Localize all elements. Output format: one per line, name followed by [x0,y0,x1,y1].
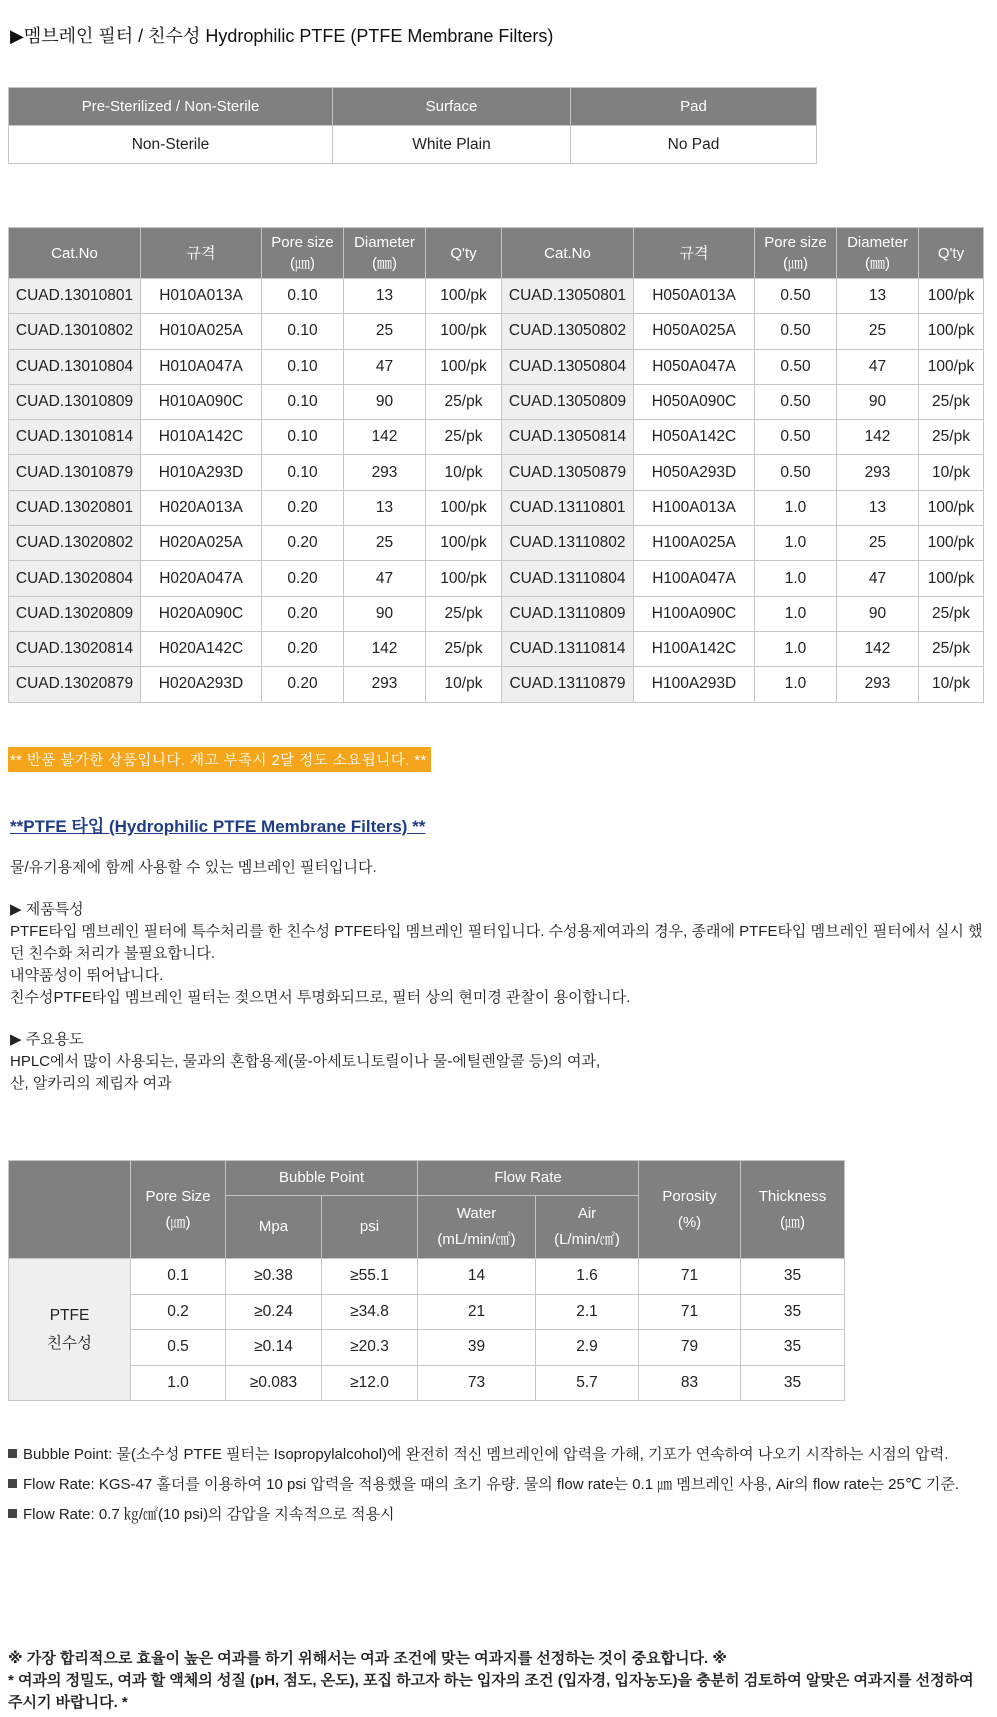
final-notice-line-1: ※ 가장 합리적으로 효율이 높은 여과를 하기 위해서는 여과 조건에 맞는 여과지를 선정하는 것이 중요합니다. ※ [8,1650,727,1667]
perf-cell: ≥0.24 [226,1294,322,1330]
uses-line: 산, 알카리의 제립자 여과 [10,1075,172,1092]
product-cell: H100A090C [634,596,755,631]
product-cell: 90 [837,596,919,631]
product-cell: 10/pk [919,667,984,702]
product-cell: 90 [344,384,426,419]
product-cell: 142 [344,631,426,666]
table-row [9,596,984,631]
product-cell: 0.50 [755,455,837,490]
product-cell: H100A293D [634,667,755,702]
product-cell: 10/pk [919,455,984,490]
section-heading: **PTFE 타입 (Hydrophilic PTFE Membrane Filters) ** [10,817,426,836]
table-row [9,526,984,561]
cat-no-cell: CUAD.13050809 [502,384,634,419]
product-header-cell: Diameter (㎜) [837,228,919,279]
perf-cell: ≥0.38 [226,1259,322,1295]
product-cell: H050A047A [634,349,755,384]
product-cell: 0.10 [262,279,344,314]
product-cell: 0.10 [262,384,344,419]
product-cell: 25/pk [919,420,984,455]
product-cell: 142 [344,420,426,455]
table-row [9,1365,845,1401]
final-notice [8,1648,988,1714]
product-cell: 100/pk [919,349,984,384]
cat-no-cell: CUAD.13110809 [502,596,634,631]
features-line: 친수성PTFE타입 멤브레인 필터는 젖으면서 투명화되므로, 필터 상의 현미경 관찰이 용이합니다. [10,989,631,1006]
product-cell: 90 [344,596,426,631]
product-cell: 10/pk [426,455,502,490]
page-title: ▶멤브레인 필터 / 친수성 Hydrophilic PTFE (PTFE Membrane Filters) [10,26,554,46]
perf-cell: 5.7 [536,1365,639,1401]
square-bullet-icon [8,1509,17,1518]
features-line: 내약품성이 뛰어납니다. [10,967,164,984]
perf-cell: ≥34.8 [322,1294,418,1330]
product-cell: 25/pk [426,596,502,631]
perf-header-blank [9,1161,131,1259]
spec-table [8,87,817,164]
product-cell: 25 [344,526,426,561]
perf-header-psi: psi [322,1196,418,1259]
product-cell: 0.20 [262,526,344,561]
square-bullet-icon [8,1449,17,1458]
perf-cell: 1.0 [131,1365,226,1401]
membrane-type-cell: PTFE 친수성 [9,1259,131,1401]
notice-banner: ** 반품 불가한 상품입니다. 재고 부족시 2달 정도 소요됩니다. ** [8,747,431,772]
product-cell: 47 [344,349,426,384]
cat-no-cell: CUAD.13020804 [9,561,141,596]
perf-cell: ≥55.1 [322,1259,418,1295]
final-notice-line-2: * 여과의 정밀도, 여과 할 액체의 성질 (pH, 점도, 온도), 포집 하고자 하는 입자의 조건 (입자경, 입자농도)을 충분히 검토하여 알맞은 여과지를 선정하여 주시기 바랍니다. * [8,1672,974,1711]
spec-header-sterile: Pre-Sterilized / Non-Sterile [9,88,333,126]
product-cell: 0.50 [755,384,837,419]
spec-value-sterile: Non-Sterile [9,126,333,164]
perf-cell: 35 [741,1365,845,1401]
product-cell: 100/pk [919,490,984,525]
table-row [9,1294,845,1330]
cat-no-cell: CUAD.13020814 [9,631,141,666]
cat-no-cell: CUAD.13010879 [9,455,141,490]
notes-block [8,1440,988,1530]
product-cell: 47 [837,349,919,384]
product-cell: 100/pk [426,314,502,349]
product-cell: H020A013A [141,490,262,525]
table-row [9,1330,845,1366]
spec-value-surface: White Plain [333,126,571,164]
product-cell: 0.10 [262,314,344,349]
table-row [9,420,984,455]
product-cell: 25/pk [919,596,984,631]
product-cell: 1.0 [755,526,837,561]
spec-value-pad: No Pad [571,126,817,164]
note-flow-rate: Flow Rate: KGS-47 홀더를 이용하여 10 psi 압력을 적용했을 때의 초기 유량. 물의 flow rate는 0.1 ㎛ 멤브레인 사용, Air의 flow rate는 25℃ 기준. [8,1470,988,1500]
cat-no-cell: CUAD.13010801 [9,279,141,314]
cat-no-cell: CUAD.13010802 [9,314,141,349]
product-cell: 0.20 [262,631,344,666]
perf-cell: 83 [639,1365,741,1401]
product-cell: 47 [837,561,919,596]
cat-no-cell: CUAD.13110804 [502,561,634,596]
product-cell: H010A025A [141,314,262,349]
cat-no-cell: CUAD.13050802 [502,314,634,349]
cat-no-cell: CUAD.13050879 [502,455,634,490]
table-row [9,279,984,314]
perf-cell: 73 [418,1365,536,1401]
product-cell: 13 [344,279,426,314]
product-header-cell: Cat.No [502,228,634,279]
product-cell: H100A047A [634,561,755,596]
cat-no-cell: CUAD.13010804 [9,349,141,384]
product-cell: 90 [837,384,919,419]
table-row [9,349,984,384]
product-cell: 0.10 [262,349,344,384]
product-cell: 0.20 [262,490,344,525]
perf-cell: 39 [418,1330,536,1366]
product-cell: H010A090C [141,384,262,419]
perf-header-thickness: Thickness (㎛) [741,1161,845,1259]
product-cell: 100/pk [426,490,502,525]
product-cell: 0.50 [755,349,837,384]
perf-cell: ≥20.3 [322,1330,418,1366]
product-cell: 100/pk [426,279,502,314]
product-cell: 100/pk [426,561,502,596]
product-cell: 293 [344,455,426,490]
table-row [9,490,984,525]
product-header-cell: Q'ty [426,228,502,279]
product-cell: 47 [344,561,426,596]
product-cell: H050A293D [634,455,755,490]
product-cell: 0.10 [262,455,344,490]
product-cell: H020A090C [141,596,262,631]
product-cell: 0.20 [262,667,344,702]
product-cell: 1.0 [755,631,837,666]
product-cell: 13 [837,279,919,314]
product-header-cell: 규격 [141,228,262,279]
product-cell: 25/pk [426,420,502,455]
cat-no-cell: CUAD.13020809 [9,596,141,631]
product-cell: 25/pk [426,631,502,666]
product-cell: H020A025A [141,526,262,561]
table-row [9,631,984,666]
cat-no-cell: CUAD.13020801 [9,490,141,525]
performance-table [8,1160,845,1401]
uses-block [10,1029,985,1095]
perf-header-flow-rate: Flow Rate [418,1161,639,1196]
product-cell: H010A293D [141,455,262,490]
product-cell: 100/pk [426,349,502,384]
product-header-cell: 규격 [634,228,755,279]
features-block [10,899,985,1009]
product-cell: H050A090C [634,384,755,419]
product-cell: H050A142C [634,420,755,455]
product-cell: H020A293D [141,667,262,702]
cat-no-cell: CUAD.13020802 [9,526,141,561]
perf-cell: 2.9 [536,1330,639,1366]
product-cell: 100/pk [919,279,984,314]
product-cell: 25 [837,314,919,349]
perf-cell: 1.6 [536,1259,639,1295]
perf-cell: ≥0.083 [226,1365,322,1401]
perf-cell: ≥12.0 [322,1365,418,1401]
product-cell: H010A142C [141,420,262,455]
product-cell: 100/pk [919,314,984,349]
product-cell: 1.0 [755,596,837,631]
product-cell: 293 [344,667,426,702]
product-cell: H010A013A [141,279,262,314]
product-cell: 293 [837,667,919,702]
product-cell: H100A142C [634,631,755,666]
table-row [9,314,984,349]
product-cell: 0.50 [755,314,837,349]
cat-no-cell: CUAD.13110801 [502,490,634,525]
product-cell: 142 [837,631,919,666]
product-header-cell: Cat.No [9,228,141,279]
product-cell: H100A013A [634,490,755,525]
cat-no-cell: CUAD.13010814 [9,420,141,455]
product-cell: 25 [837,526,919,561]
product-header-cell: Diameter (㎜) [344,228,426,279]
product-cell: 100/pk [919,526,984,561]
cat-no-cell: CUAD.13110802 [502,526,634,561]
spec-header-pad: Pad [571,88,817,126]
perf-header-mpa: Mpa [226,1196,322,1259]
spec-header-surface: Surface [333,88,571,126]
product-cell: 142 [837,420,919,455]
perf-cell: 21 [418,1294,536,1330]
product-cell: H020A047A [141,561,262,596]
product-cell: 1.0 [755,490,837,525]
product-header-cell: Pore size (㎛) [262,228,344,279]
product-cell: H020A142C [141,631,262,666]
perf-cell: 0.1 [131,1259,226,1295]
product-table [8,227,984,703]
cat-no-cell: CUAD.13110814 [502,631,634,666]
uses-title: ▶ 주요용도 [10,1031,84,1048]
product-cell: 100/pk [426,526,502,561]
product-cell: H100A025A [634,526,755,561]
product-cell: 0.20 [262,596,344,631]
perf-cell: 71 [639,1259,741,1295]
cat-no-cell: CUAD.13050814 [502,420,634,455]
uses-line: HPLC에서 많이 사용되는, 물과의 혼합용제(물-아세토니토릴이나 물-에틸렌알콜 등)의 여과, [10,1053,601,1070]
perf-cell: 0.2 [131,1294,226,1330]
cat-no-cell: CUAD.13050804 [502,349,634,384]
cat-no-cell: CUAD.13110879 [502,667,634,702]
perf-header-water: Water (mL/min/㎠) [418,1196,536,1259]
table-row [9,667,984,702]
product-cell: 0.10 [262,420,344,455]
table-row [9,561,984,596]
product-cell: 1.0 [755,561,837,596]
product-cell: H050A025A [634,314,755,349]
perf-cell: 71 [639,1294,741,1330]
product-cell: 25 [344,314,426,349]
perf-cell: 35 [741,1294,845,1330]
product-cell: 25/pk [426,384,502,419]
perf-header-air: Air (L/min/㎠) [536,1196,639,1259]
perf-header-porosity: Porosity (%) [639,1161,741,1259]
product-cell: 293 [837,455,919,490]
product-header-cell: Q'ty [919,228,984,279]
product-cell: 0.50 [755,279,837,314]
table-row [9,455,984,490]
product-cell: 10/pk [426,667,502,702]
perf-cell: 14 [418,1259,536,1295]
perf-header-pore-size: Pore Size (㎛) [131,1161,226,1259]
product-cell: H010A047A [141,349,262,384]
product-cell: 13 [344,490,426,525]
intro-text: 물/유기용제에 함께 사용할 수 있는 멤브레인 필터입니다. [10,859,377,876]
product-header-cell: Pore size (㎛) [755,228,837,279]
product-cell: 13 [837,490,919,525]
features-line: PTFE타입 멤브레인 필터에 특수처리를 한 친수성 PTFE타입 멤브레인 필터입니다. 수성용제여과의 경우, 종래에 PTFE타입 멤브레인 필터에서 실시 했던 친수화 처리가 불필요합니다. [10,923,983,962]
product-cell: 25/pk [919,384,984,419]
product-cell: 1.0 [755,667,837,702]
perf-cell: 35 [741,1330,845,1366]
product-cell: 0.20 [262,561,344,596]
note-flow-rate-2: Flow Rate: 0.7 ㎏/㎠(10 psi)의 감압을 지속적으로 적용시 [8,1500,988,1530]
cat-no-cell: CUAD.13010809 [9,384,141,419]
cat-no-cell: CUAD.13050801 [502,279,634,314]
perf-cell: 79 [639,1330,741,1366]
features-title: ▶ 제품특성 [10,901,84,918]
perf-cell: ≥0.14 [226,1330,322,1366]
product-cell: 25/pk [919,631,984,666]
product-cell: 100/pk [919,561,984,596]
product-cell: 0.50 [755,420,837,455]
note-bubble-point: Bubble Point: 물(소수성 PTFE 필터는 Isopropylalcohol)에 완전히 적신 멤브레인에 압력을 가해, 기포가 연속하여 나오기 시작하는 시점의 압력. [8,1440,988,1470]
product-cell: H050A013A [634,279,755,314]
perf-cell: 35 [741,1259,845,1295]
table-row [9,384,984,419]
square-bullet-icon [8,1479,17,1488]
perf-cell: 0.5 [131,1330,226,1366]
perf-cell: 2.1 [536,1294,639,1330]
table-row [9,1259,845,1295]
cat-no-cell: CUAD.13020879 [9,667,141,702]
perf-header-bubble-point: Bubble Point [226,1161,418,1196]
